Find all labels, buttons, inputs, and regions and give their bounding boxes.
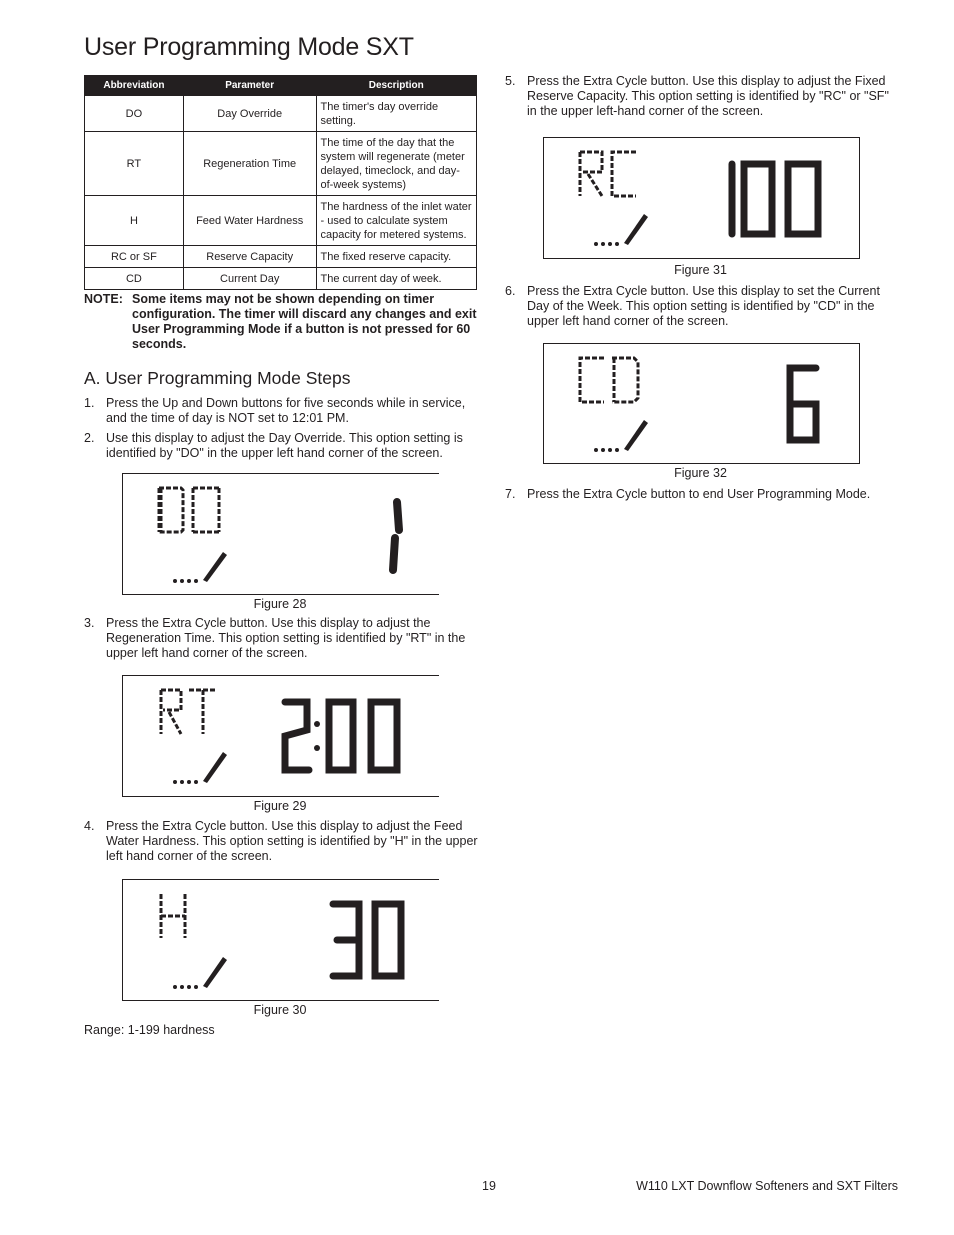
cell-desc: The fixed reserve capacity. [316,246,477,268]
cell-abbr: CD [85,268,184,290]
table-row [85,132,477,196]
cell-abbr: DO [85,96,184,132]
step-text: Press the Extra Cycle button to end User Programming Mode. [527,487,871,501]
note-label: NOTE: [84,292,123,306]
step-3 [84,616,480,661]
step-text: Press the Extra Cycle button. Use this display to adjust the Fixed Reserve Capacity. This option setting is identified by "RC" or "SF" in the upper left-hand corner of the screen. [527,74,889,118]
cell-desc: The time of the day that the system will regenerate (meter delayed, timeclock, and day-of-week systems) [316,132,477,196]
cell-param: Reserve Capacity [183,246,316,268]
step-number: 3. [84,616,95,630]
figure-caption: Figure 32 [674,466,727,480]
footer-doc-title: W110 LXT Downflow Softeners and SXT Filters [636,1179,898,1193]
lcd-graphic [123,676,439,796]
range-note [84,1023,480,1038]
cell-param: Feed Water Hardness [183,196,316,246]
step-number: 1. [84,396,95,410]
step-text: Press the Up and Down buttons for five seconds while in service, and the time of day is NOT set to 12:01 PM. [106,396,466,425]
lcd-display-figure-28 [122,473,439,595]
table-row [85,96,477,132]
figure-caption: Figure 31 [674,263,727,277]
table-row [85,246,477,268]
cell-desc: The timer's day override setting. [316,96,477,132]
lcd-graphic [544,344,859,463]
step-number: 2. [84,431,95,445]
lcd-display-figure-31 [543,137,860,259]
header-parameter: Parameter [183,76,316,96]
lcd-display-figure-30 [122,879,439,1001]
step-5 [505,74,901,119]
lcd-graphic [123,474,439,594]
step-7 [505,487,901,502]
step-number: 4. [84,819,95,833]
page-title: User Programming Mode SXT [84,33,414,61]
cell-desc: The hardness of the inlet water - used to calculate system capacity for metered systems. [316,196,477,246]
note [84,292,484,352]
cell-param: Current Day [183,268,316,290]
parameter-table [84,75,477,290]
cell-desc: The current day of week. [316,268,477,290]
figure-caption: Figure 28 [253,597,307,611]
lcd-display-figure-32 [543,343,860,464]
figure-caption: Figure 30 [253,1003,307,1017]
lcd-graphic [544,138,859,258]
step-text: Press the Extra Cycle button. Use this display to adjust the Regeneration Time. This option setting is identified by "RT" in the upper left hand corner of the screen. [106,616,466,660]
cell-abbr: RT [85,132,184,196]
cell-abbr: H [85,196,184,246]
step-text: Use this display to adjust the Day Override. This option setting is identified by "DO" in the upper left hand corner of the screen. [106,431,463,460]
figure-caption: Figure 29 [253,799,307,813]
header-abbreviation: Abbreviation [85,76,184,96]
table-row [85,196,477,246]
step-4 [84,819,480,864]
step-text: Press the Extra Cycle button. Use this display to adjust the Feed Water Hardness. This option setting is identified by "H" in the upper left hand corner of the screen. [106,819,478,863]
page-number: 19 [482,1179,496,1193]
step-1 [84,396,480,426]
cell-param: Regeneration Time [183,132,316,196]
step-number: 5. [505,74,516,88]
step-text: Press the Extra Cycle button. Use this display to set the Current Day of the Week. This option setting is identified by "CD" in the upper left hand corner of the screen. [527,284,880,328]
step-number: 7. [505,487,516,501]
step-number: 6. [505,284,516,298]
lcd-graphic [123,880,439,1000]
note-text: Some items may not be shown depending on timer configuration. The timer will discard any changes and exit User Programming Mode if a button is not pressed for 60 seconds. [132,292,477,351]
cell-abbr: RC or SF [85,246,184,268]
table-row [85,268,477,290]
cell-param: Day Override [183,96,316,132]
step-2 [84,431,480,461]
step-6 [505,284,901,329]
range-text: Range: 1-199 hardness [84,1023,215,1037]
table-header-row [85,76,477,96]
header-description: Description [316,76,477,96]
section-title: A. User Programming Mode Steps [84,368,351,388]
lcd-display-figure-29 [122,675,439,797]
